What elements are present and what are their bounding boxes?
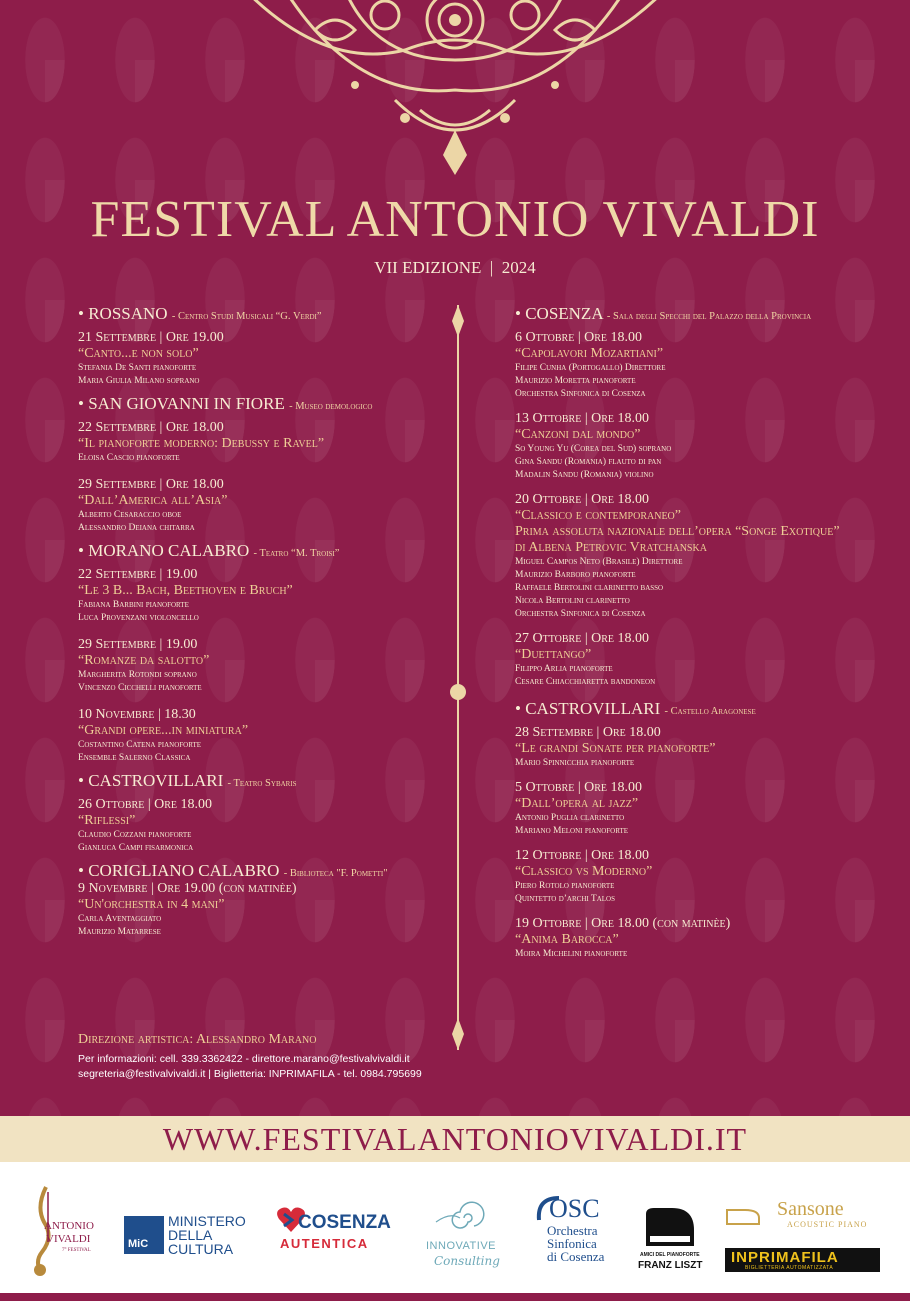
event bbox=[515, 330, 895, 401]
event-performer: So Young Yu (Corea del Sud) soprano bbox=[515, 444, 672, 454]
event bbox=[78, 330, 448, 388]
event-title: “Canzoni dal mondo” bbox=[515, 427, 641, 442]
event-title: “Classico vs Moderno” bbox=[515, 864, 653, 879]
bullet-icon: • bbox=[78, 771, 89, 790]
event-date: 27 Ottobre | Ore 18.00 bbox=[515, 631, 650, 646]
event-date: 10 Novembre | 18.30 bbox=[78, 707, 196, 722]
ministero-cultura-logo bbox=[124, 1214, 254, 1259]
event-performer: Gina Sandu (Romania) flauto di pan bbox=[515, 457, 662, 467]
event-subtitle: di Albena Petrovic Vratchanska bbox=[515, 540, 707, 555]
venue-city: CORIGLIANO CALABRO bbox=[88, 861, 280, 880]
event-performer: Eloisa Cascio pianoforte bbox=[78, 453, 180, 463]
osc-badge-text: OSC bbox=[549, 1194, 600, 1223]
orchestra-sinfonica-logo bbox=[535, 1194, 615, 1274]
bottom-bar bbox=[0, 1293, 910, 1301]
mic-line: CULTURA bbox=[168, 1241, 234, 1257]
event-title: “Dall’opera al jazz” bbox=[515, 796, 639, 811]
event-performer: Carla Aventaggiato bbox=[78, 914, 162, 924]
event-title: “Dall’America all’Asia” bbox=[78, 493, 228, 508]
venue-heading: • CASTROVILLARI - Castello Aragonese bbox=[515, 699, 756, 718]
event-subtitle: Prima assoluta nazionale dell’opera “Songe Exotique” bbox=[515, 524, 840, 539]
event-title: “Canto...e non solo” bbox=[78, 346, 199, 361]
venue-place: Teatro “M. Troisi” bbox=[259, 548, 340, 559]
event-performer: Mario Spinnicchia pianoforte bbox=[515, 758, 635, 768]
event-performer: Orchestra Sinfonica di Cosenza bbox=[515, 389, 646, 399]
event-performer: Alberto Cesaraccio oboe bbox=[78, 510, 182, 520]
vivaldi-line: 7° FESTIVAL bbox=[62, 1248, 91, 1253]
event-title: “Il pianoforte moderno: Debussy e Ravel” bbox=[78, 436, 325, 451]
venue-heading: • CASTROVILLARI - Teatro Sybaris bbox=[78, 771, 297, 790]
bullet-icon: • bbox=[78, 394, 89, 413]
vivaldi-line: VIVALDI bbox=[46, 1233, 91, 1245]
event-performer: Maria Giulia Milano soprano bbox=[78, 376, 200, 386]
contact-line: segreteria@festivalvivaldi.it | Biglietteria: INPRIMAFILA - tel. 0984.795699 bbox=[78, 1068, 422, 1080]
event-performer: Fabiana Barbini pianoforte bbox=[78, 600, 189, 610]
cosenza-line: COSENZA bbox=[298, 1212, 391, 1233]
event-title: “Anima Barocca” bbox=[515, 932, 619, 947]
mic-line: DELLA bbox=[168, 1227, 213, 1243]
bullet-icon: • bbox=[78, 861, 89, 880]
event-date: 22 Settembre | 19.00 bbox=[78, 567, 198, 582]
violin-clef-icon bbox=[28, 1182, 58, 1282]
event-performer: Vincenzo Cicchelli pianoforte bbox=[78, 683, 202, 693]
mic-line: MINISTERO bbox=[168, 1213, 246, 1229]
mic-badge-text: MiC bbox=[128, 1238, 149, 1250]
event bbox=[515, 411, 895, 482]
mandala-ornament-icon bbox=[205, 0, 705, 180]
event-date: 12 Ottobre | Ore 18.00 bbox=[515, 848, 650, 863]
event bbox=[78, 707, 448, 765]
venue-city: CASTROVILLARI bbox=[88, 771, 224, 790]
event bbox=[515, 848, 895, 906]
event-performer: Ensemble Salerno Classica bbox=[78, 753, 191, 763]
event-date: 6 Ottobre | Ore 18.00 bbox=[515, 330, 643, 345]
event-title: “Un'orchestra in 4 mani” bbox=[78, 897, 225, 912]
amici-pianoforte-liszt-logo bbox=[636, 1206, 706, 1274]
event-title: “Le 3 B... Bach, Beethoven e Bruch” bbox=[78, 583, 293, 598]
innovative-line: INNOVATIVE bbox=[426, 1240, 496, 1252]
venue-heading: • MORANO CALABRO - Teatro “M. Troisi” bbox=[78, 541, 340, 560]
venue-heading: • COSENZA - Sala degli Specchi del Palazzo della Provincia bbox=[515, 304, 812, 323]
venue-place: Museo demologico bbox=[295, 401, 373, 412]
bullet-icon: • bbox=[515, 699, 526, 718]
event-performer: Miguel Campos Neto (Brasile) Direttore bbox=[515, 557, 683, 567]
venue-place: Biblioteca "F. Pometti" bbox=[289, 868, 388, 879]
event-performer: Luca Provenzani violoncello bbox=[78, 613, 199, 623]
event-performer: Madalin Sandu (Romania) violino bbox=[515, 470, 654, 480]
venue-heading: • SAN GIOVANNI IN FIORE - Museo demologico bbox=[78, 394, 373, 413]
event bbox=[78, 420, 448, 465]
event-title: “Romanze da salotto” bbox=[78, 653, 210, 668]
event-performer: Piero Rotolo pianoforte bbox=[515, 881, 615, 891]
event-performer: Claudio Cozzani pianoforte bbox=[78, 830, 192, 840]
bullet-icon: • bbox=[515, 304, 526, 323]
venue-city: COSENZA bbox=[525, 304, 603, 323]
event-performer: Moira Michelini pianoforte bbox=[515, 949, 628, 959]
event bbox=[78, 637, 448, 695]
osc-line: Orchestra bbox=[547, 1223, 598, 1238]
event-performer: Margherita Rotondi soprano bbox=[78, 670, 197, 680]
event-performer: Maurizio Matarrese bbox=[78, 927, 161, 937]
event bbox=[515, 780, 895, 838]
event-performer: Stefania De Santi pianoforte bbox=[78, 363, 197, 373]
event-title: “Capolavori Mozartiani” bbox=[515, 346, 664, 361]
event-performer: Quintetto d’archi Talos bbox=[515, 894, 615, 904]
inprimafila-line: BIGLIETTERIA AUTOMATIZZATA bbox=[745, 1265, 834, 1271]
contact-info bbox=[78, 1052, 422, 1082]
event bbox=[515, 725, 895, 770]
sansone-line: Sansone bbox=[777, 1198, 844, 1220]
event-performer: Raffaele Bertolini clarinetto basso bbox=[515, 583, 664, 593]
event-title: “Duettango” bbox=[515, 647, 592, 662]
website-url[interactable]: WWW.FESTIVALANTONIOVIVALDI.IT bbox=[162, 1121, 748, 1157]
osc-line: Sinfonica bbox=[547, 1236, 597, 1251]
event-date: 22 Settembre | Ore 18.00 bbox=[78, 420, 224, 435]
sansone-logo bbox=[725, 1198, 885, 1232]
venue-city: ROSSANO bbox=[88, 304, 168, 323]
edition-year: 2024 bbox=[501, 258, 536, 277]
venue-place: Centro Studi Musicali “G. Verdi” bbox=[177, 311, 322, 322]
liszt-line: AMICI DEL PIANOFORTE bbox=[640, 1252, 700, 1258]
venue-place: Castello Aragonese bbox=[670, 706, 756, 717]
event-date: 9 Novembre | Ore 19.00 (con matinèe) bbox=[78, 881, 297, 896]
left-column bbox=[78, 300, 448, 939]
event-performer: Alessandro Deiana chitarra bbox=[78, 523, 195, 533]
event-performer: Orchestra Sinfonica di Cosenza bbox=[515, 609, 646, 619]
event-performer: Filipe Cunha (Portogallo) Direttore bbox=[515, 363, 666, 373]
vertical-divider bbox=[448, 305, 468, 1050]
event-date: 21 Settembre | Ore 19.00 bbox=[78, 330, 224, 345]
innovative-consulting-logo bbox=[420, 1198, 510, 1273]
event-performer: Maurizio Barboro pianoforte bbox=[515, 570, 636, 580]
event-performer: Nicola Bertolini clarinetto bbox=[515, 596, 630, 606]
venue-city: SAN GIOVANNI IN FIORE bbox=[88, 394, 285, 413]
venue-place: Teatro Sybaris bbox=[233, 778, 297, 789]
bullet-icon: • bbox=[78, 304, 89, 323]
event-performer: Costantino Catena pianoforte bbox=[78, 740, 201, 750]
grand-piano-icon bbox=[642, 1206, 698, 1250]
venue-place: Sala degli Specchi del Palazzo della Provincia bbox=[613, 311, 812, 322]
artistic-direction: Direzione artistica: Alessandro Marano bbox=[78, 1032, 317, 1047]
edition-label: VII EDIZIONE bbox=[374, 258, 482, 277]
event-date: 5 Ottobre | Ore 18.00 bbox=[515, 780, 643, 795]
venue-city: CASTROVILLARI bbox=[525, 699, 661, 718]
venue-heading: • ROSSANO - Centro Studi Musicali “G. Verdi” bbox=[78, 304, 322, 323]
event bbox=[515, 631, 895, 689]
event-performer: Mariano Meloni pianoforte bbox=[515, 826, 628, 836]
liszt-line: FRANZ LISZT bbox=[638, 1260, 703, 1271]
event bbox=[78, 477, 448, 535]
innovative-line: Consulting bbox=[434, 1254, 500, 1268]
inprimafila-logo bbox=[725, 1248, 880, 1272]
event-title: “Grandi opere...in miniatura” bbox=[78, 723, 249, 738]
venue-city: MORANO CALABRO bbox=[88, 541, 250, 560]
edition-line bbox=[0, 258, 910, 278]
event-date: 26 Ottobre | Ore 18.00 bbox=[78, 797, 213, 812]
event bbox=[78, 567, 448, 625]
event-performer: Cesare Chiacchiaretta bandoneon bbox=[515, 677, 656, 687]
event-date: 29 Settembre | Ore 18.00 bbox=[78, 477, 224, 492]
event-title: “Riflessi” bbox=[78, 813, 136, 828]
event bbox=[515, 916, 895, 961]
event-date: 28 Settembre | Ore 18.00 bbox=[515, 725, 661, 740]
piano-outline-icon bbox=[725, 1204, 761, 1228]
event-title: “Classico e contemporaneo” bbox=[515, 508, 681, 523]
event-title: “Le grandi Sonate per pianoforte” bbox=[515, 741, 716, 756]
contact-line: Per informazioni: cell. 339.3362422 - direttore.marano@festivalvivaldi.it bbox=[78, 1053, 410, 1065]
sansone-line: ACOUSTIC PIANO bbox=[787, 1220, 868, 1229]
event-performer: Gianluca Campi fisarmonica bbox=[78, 843, 194, 853]
event-performer: Filippo Arlia pianoforte bbox=[515, 664, 613, 674]
vivaldi-festival-logo bbox=[28, 1182, 98, 1282]
event-performer: Maurizio Moretta pianoforte bbox=[515, 376, 636, 386]
event-date: 29 Settembre | 19.00 bbox=[78, 637, 198, 652]
spiral-icon bbox=[434, 1198, 494, 1238]
event-date: 20 Ottobre | Ore 18.00 bbox=[515, 492, 650, 507]
inprimafila-line: INPRIMAFILA bbox=[731, 1249, 839, 1266]
event bbox=[78, 797, 448, 855]
right-column bbox=[515, 300, 895, 961]
cosenza-line: AUTENTICA bbox=[280, 1236, 369, 1251]
event-date: 13 Ottobre | Ore 18.00 bbox=[515, 411, 650, 426]
vivaldi-line: ANTONIO bbox=[44, 1220, 94, 1232]
event-date: 19 Ottobre | Ore 18.00 (con matinèe) bbox=[515, 916, 731, 931]
sponsor-strip bbox=[0, 1162, 910, 1301]
cosenza-autentica-logo bbox=[276, 1206, 401, 1256]
venue-heading: • CORIGLIANO CALABRO - Biblioteca "F. Pometti" bbox=[78, 861, 388, 880]
edition-separator: | bbox=[485, 258, 498, 277]
osc-line: di Cosenza bbox=[547, 1249, 605, 1264]
event-performer: Antonio Puglia clarinetto bbox=[515, 813, 625, 823]
bullet-icon: • bbox=[78, 541, 89, 560]
festival-title: FESTIVAL ANTONIO VIVALDI bbox=[90, 191, 820, 248]
website-band bbox=[0, 1116, 910, 1162]
event bbox=[515, 492, 895, 621]
event bbox=[78, 881, 448, 939]
